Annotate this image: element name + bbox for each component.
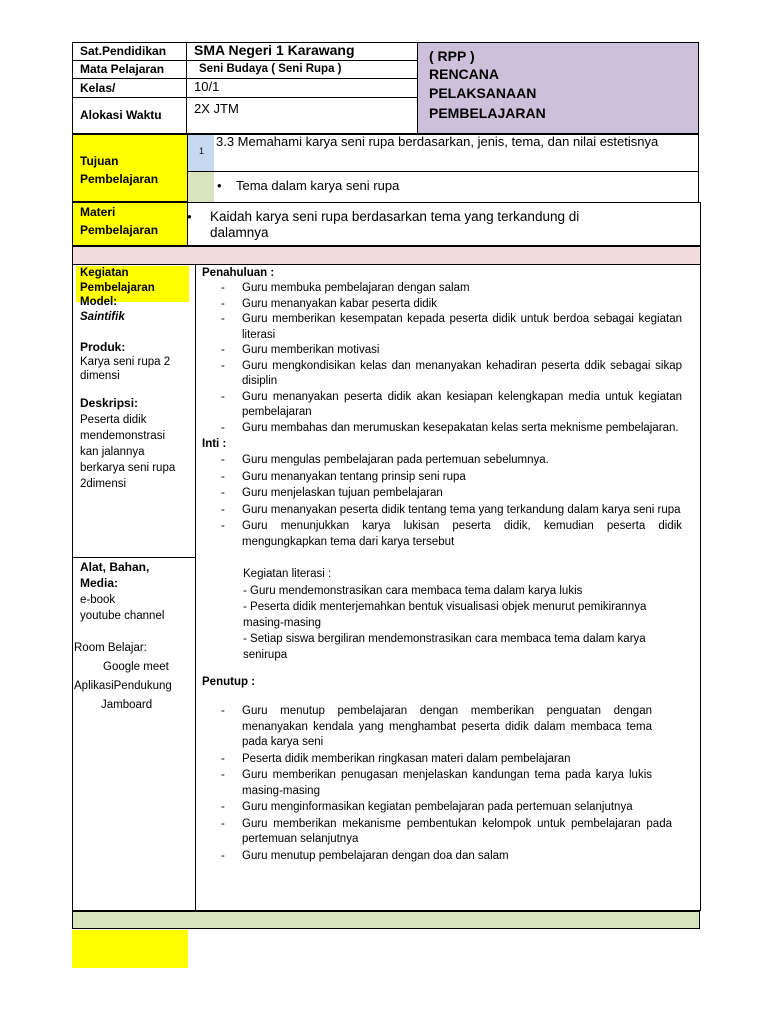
materi-bullet-dot: •: [187, 209, 192, 224]
tujuan-label: Tujuan Pembelajaran: [80, 154, 159, 186]
model-label: Model:: [80, 296, 118, 308]
aplikasi-value: Jamboard: [101, 699, 153, 711]
list-item: - Peserta didik memberikan ringkasan materi dalam pembelajaran: [214, 752, 682, 768]
pendahuluan-title: Penahuluan :: [202, 267, 275, 279]
list-item: - Guru menutup pembelajaran dengan doa dan salam: [214, 849, 682, 865]
kelas-value: 10/1: [194, 79, 220, 94]
literasi-item: - Peserta didik menterjemahkan bentuk visualisasi objek menurut pemikirannya masing-masing: [243, 601, 647, 629]
list-item: - Guru mengulas pembelajaran pada pertemuan sebelumnya.: [214, 453, 682, 469]
footer-yellow-block: [72, 930, 188, 968]
aplikasi-label: AplikasiPendukung: [74, 680, 172, 692]
alat-label: Alat, Bahan, Media:: [80, 560, 150, 590]
sat-label: Sat.Pendidikan: [80, 44, 167, 58]
left-column-divider: [72, 557, 196, 558]
divider: [72, 78, 417, 79]
list-item: - Guru menanyakan tentang prinsip seni rupa: [214, 470, 682, 486]
materi-label: Materi Pembelajaran: [80, 205, 159, 237]
list-item: - Guru menutup pembelajaran dengan memberikan penguatan dengan menanyakan kendala yang menghambat peserta didik dalam membaca tema pada karya seni: [214, 704, 682, 751]
produk-value: Karya seni rupa 2 dimensi: [80, 356, 171, 382]
deskripsi-value: Peserta didik mendemonstrasi kan jalannya berkarya seni rupa 2dimensi: [80, 414, 176, 490]
tujuan-kd-text: 3.3 Memahami karya seni rupa berdasarkan, jenis, tema, dan nilai estetisnya: [216, 134, 659, 149]
inti-list: [214, 453, 682, 550]
tujuan-number: 1: [199, 146, 205, 156]
rpp-title-line3: PELAKSANAAN: [429, 85, 537, 101]
list-item: - Guru membahas dan merumuskan kesepakatan kelas serta meknisme pembelajaran.: [214, 421, 682, 437]
footer-strip: [72, 911, 700, 929]
list-item: - Guru memberikan penugasan menjelaskan kandungan tema pada karya lukis masing-masing: [214, 768, 682, 799]
literasi-item: - Guru mendemonstrasikan cara membaca tema dalam karya lukis: [243, 584, 583, 597]
list-item: - Guru memberikan kesempatan kepada peserta didik untuk berdoa sebagai kegiatan literasi: [214, 312, 682, 343]
literasi-title: Kegiatan literasi :: [243, 568, 332, 580]
list-item: - Guru menginformasikan kegiatan pembelajaran pada pertemuan selanjutnya: [214, 800, 682, 816]
list-item: - Guru menunjukkan karya lukisan peserta didik, kemudian peserta didik mengungkapkan tema dari karya tersebut: [214, 519, 682, 550]
tujuan-bullet-marker-cell: [188, 172, 214, 202]
literasi-item: - Setiap siswa bergiliran mendemonstrasikan cara membaca tema dalam karya senirupa: [243, 633, 646, 661]
kelas-label: Kelas/: [80, 81, 116, 95]
rpp-title-line4: PEMBELAJARAN: [429, 105, 546, 121]
mapel-label: Mata Pelajaran: [80, 62, 165, 76]
produk-label: Produk:: [80, 340, 126, 354]
pendahuluan-list: [214, 281, 682, 436]
list-item: - Guru membuka pembelajaran dengan salam: [214, 281, 682, 297]
list-item: - Guru menjelaskan tujuan pembelajaran: [214, 486, 682, 502]
room-value: Google meet: [103, 661, 169, 673]
rpp-title-line2: RENCANA: [429, 66, 499, 82]
alokasi-value: 2X JTM: [194, 101, 239, 116]
model-value: Saintifik: [80, 311, 125, 323]
divider: [72, 97, 417, 98]
list-item: - Guru memberikan mekanisme pembentukan kelompok untuk pembelajaran pada pertemuan selanjutnya: [214, 817, 682, 848]
tujuan-bullet-text: Tema dalam karya seni rupa: [236, 178, 400, 193]
tujuan-bullet-dot: •: [217, 178, 222, 193]
penutup-list: [214, 704, 682, 864]
rpp-title-line1: ( RPP ): [429, 48, 475, 64]
alat-item-ebook: e-book: [80, 594, 116, 606]
list-item: - Guru memberikan motivasi: [214, 343, 682, 359]
room-label: Room Belajar:: [74, 642, 147, 654]
mapel-value: Seni Budaya ( Seni Rupa ): [199, 63, 342, 75]
list-item: - Guru menanyakan peserta didik akan kesiapan kelengkapan media untuk kegiatan pembelajaran: [214, 390, 682, 421]
deskripsi-label: Deskripsi:: [80, 396, 139, 410]
penutup-title: Penutup :: [202, 676, 256, 688]
activity-content: [202, 266, 682, 864]
section-divider-strip: [72, 246, 701, 265]
sat-value: SMA Negeri 1 Karawang: [194, 42, 355, 58]
kegiatan-label: Kegiatan Pembelajaran: [80, 267, 155, 294]
list-item: - Guru menanyakan kabar peserta didik: [214, 297, 682, 313]
materi-bullet-text: Kaidah karya seni rupa berdasarkan tema yang terkandung di dalamnya: [210, 209, 580, 240]
alokasi-label: Alokasi Waktu: [80, 108, 162, 122]
inti-title: Inti :: [202, 438, 227, 450]
list-item: - Guru mengkondisikan kelas dan menanyakan kehadiran peserta ddik sebagai sikap disiplin: [214, 359, 682, 390]
list-item: - Guru menanyakan peserta didik tentang tema yang terkandung dalam karya seni rupa: [214, 503, 682, 519]
alat-item-youtube: youtube channel: [80, 610, 165, 622]
